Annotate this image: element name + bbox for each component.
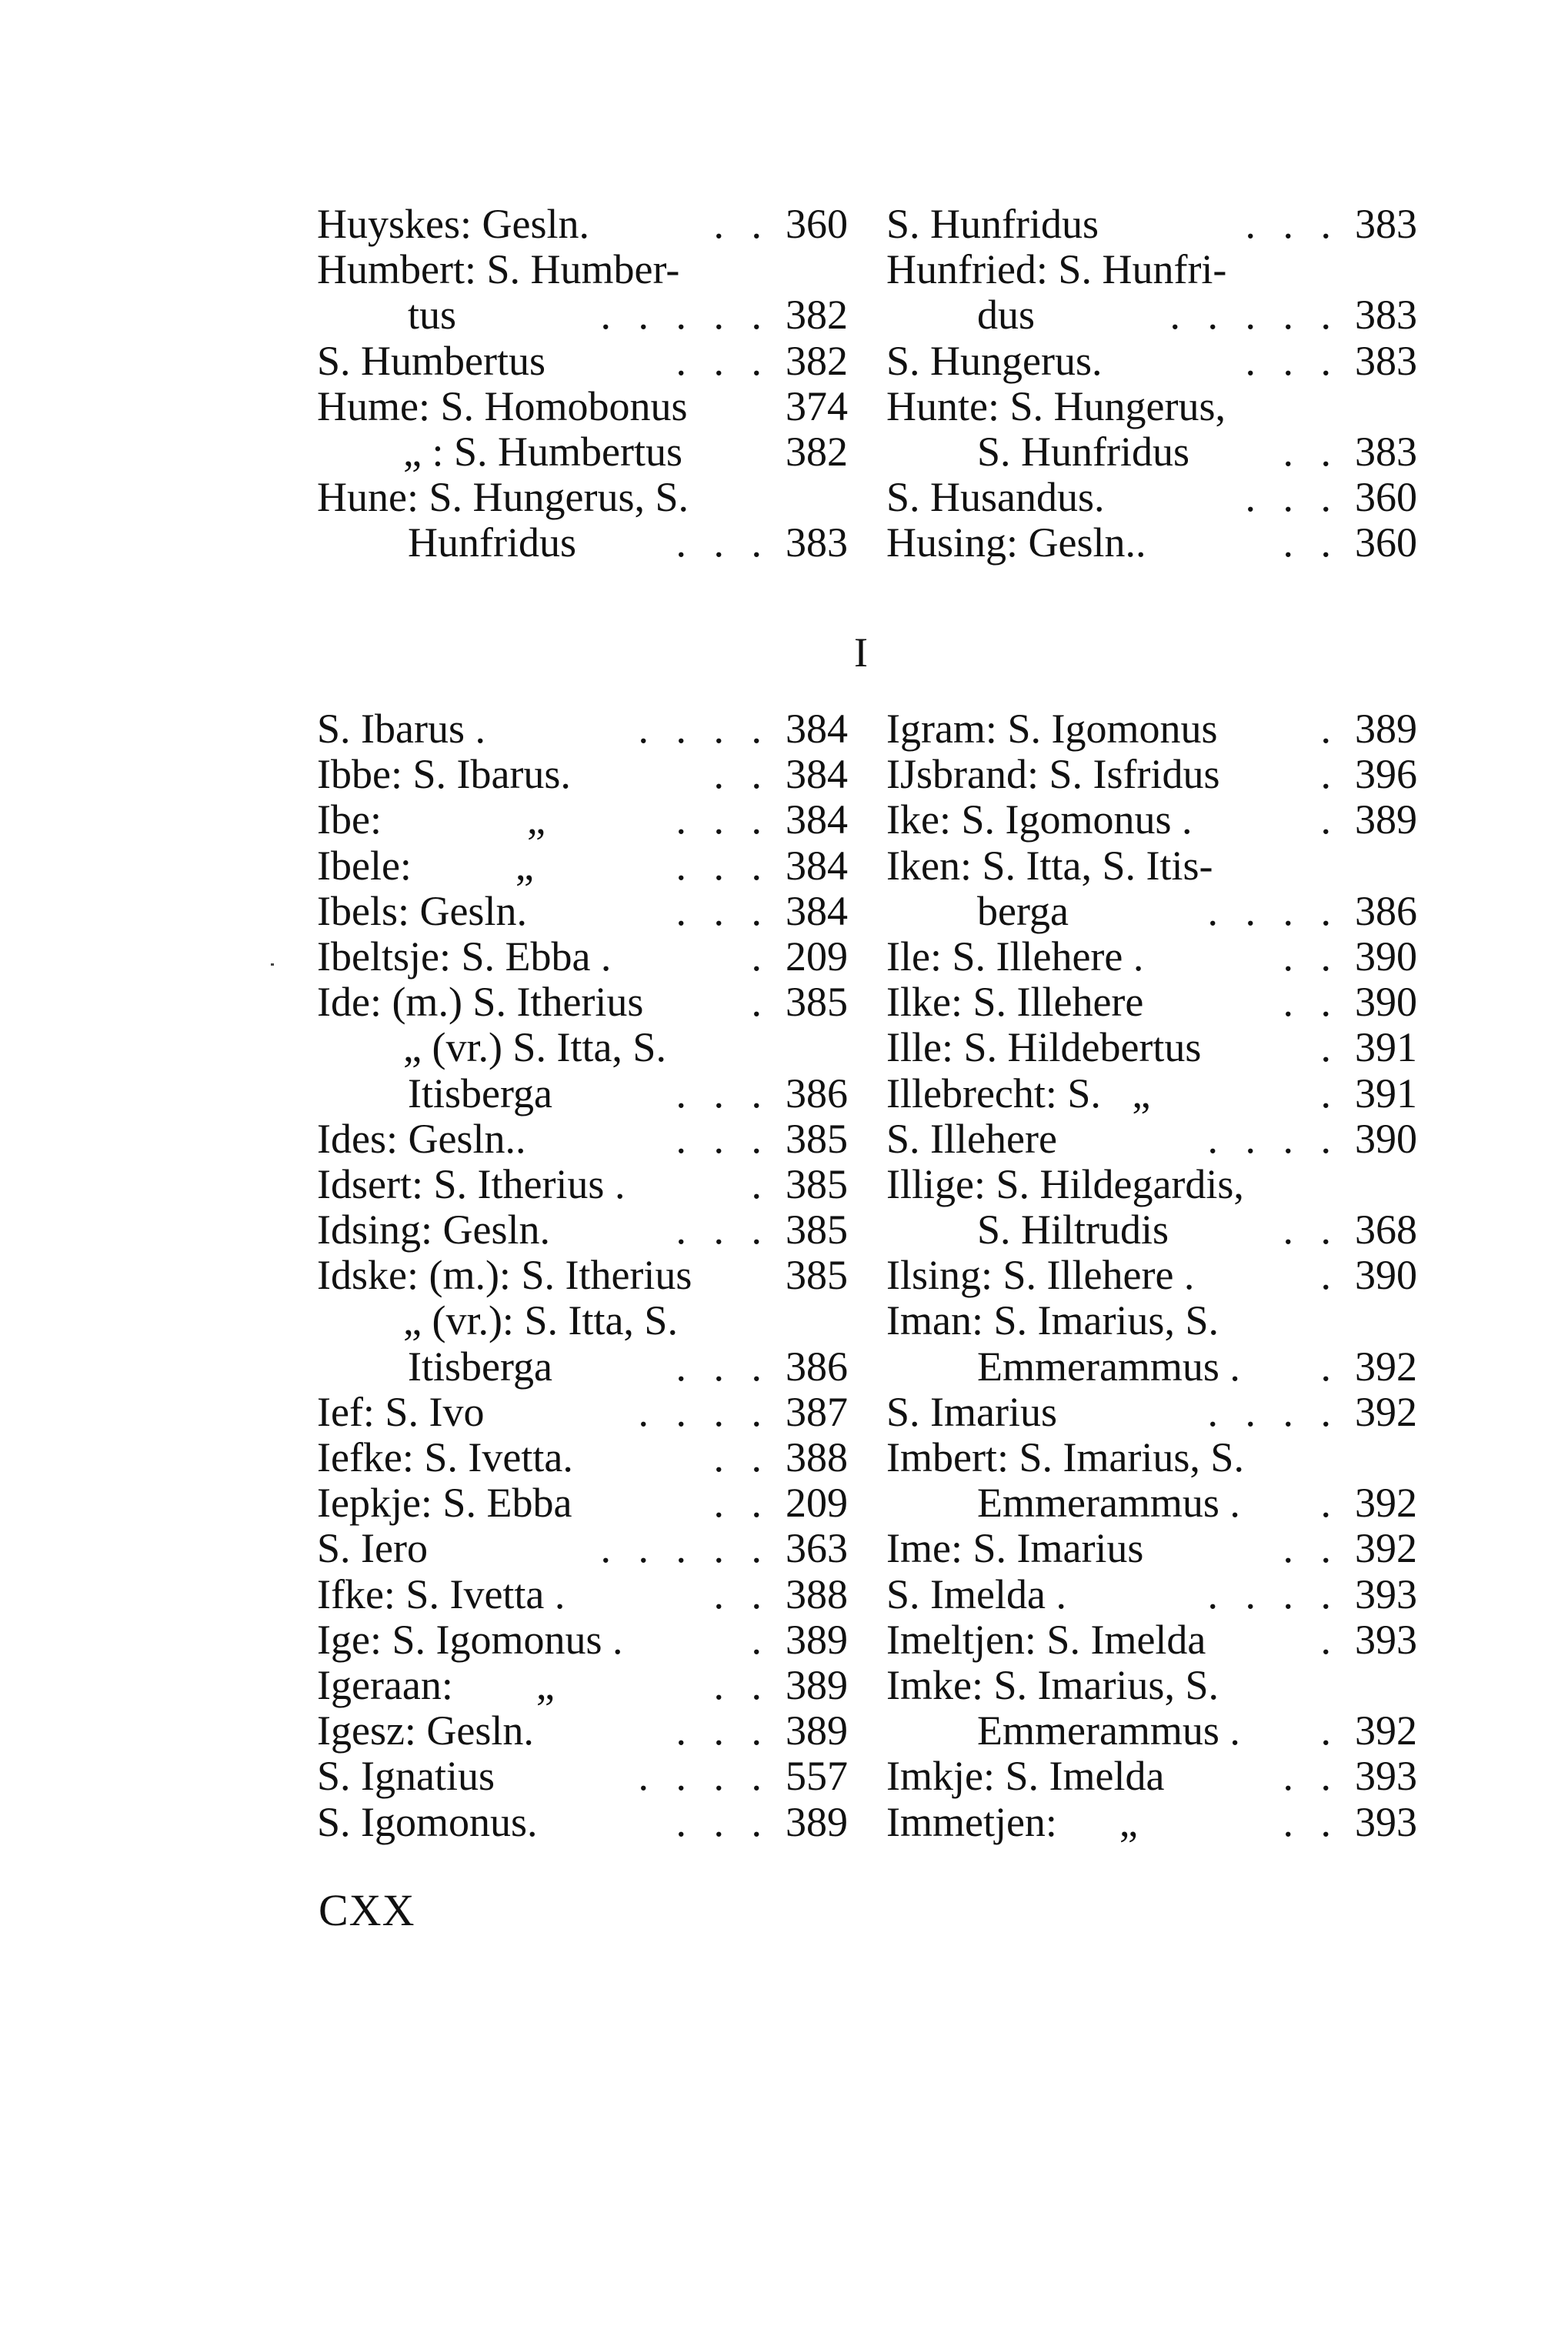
page-number: 557 xyxy=(786,1753,848,1800)
page-number: 363 xyxy=(786,1525,848,1572)
leader-dots: . . . . xyxy=(638,1753,762,1800)
entry-text: S. Humbertus xyxy=(317,337,545,384)
index-entry xyxy=(886,1116,1417,1162)
entry-text: Ibels: Gesln. xyxy=(317,887,527,934)
index-entry xyxy=(886,1344,1417,1390)
index-entry xyxy=(317,797,848,843)
page-number: 392 xyxy=(1355,1480,1417,1527)
page-number: 385 xyxy=(786,1115,848,1162)
page-number: 383 xyxy=(1355,201,1417,247)
leader-dots: . xyxy=(1320,751,1331,798)
entry-text: Ime: S. Imarius xyxy=(886,1525,1144,1572)
page-number: 389 xyxy=(786,1798,848,1845)
index-column-bottom-left xyxy=(317,706,848,1845)
entry-text: Emmerammus . xyxy=(977,1707,1240,1754)
leader-dots: . . . . xyxy=(1207,1570,1331,1617)
index-entry xyxy=(317,1298,848,1343)
entry-text: Iken: S. Itta, S. Itis- xyxy=(886,842,1213,889)
leader-dots: . . . xyxy=(676,337,762,384)
page-number: 382 xyxy=(786,337,848,384)
page-number: 387 xyxy=(786,1388,848,1435)
leader-dots: . . . xyxy=(676,1207,762,1253)
index-entry xyxy=(886,1663,1417,1708)
entry-text: Idsert: S. Itherius . xyxy=(317,1160,626,1207)
entry-text: Husing: Gesln.. xyxy=(886,519,1146,566)
entry-text: Ief: S. Ivo xyxy=(317,1388,485,1435)
leader-dots: . xyxy=(751,1616,762,1663)
entry-text: „ (vr.): S. Itta, S. xyxy=(403,1297,678,1344)
page-number: 393 xyxy=(1355,1570,1417,1617)
index-entry xyxy=(317,339,848,384)
index-entry xyxy=(317,247,848,292)
leader-dots: . . . xyxy=(676,1115,762,1162)
leader-dots: . . . . xyxy=(638,1388,762,1435)
leader-dots: . . xyxy=(1283,933,1331,980)
leader-dots: . . xyxy=(713,1480,762,1527)
leader-dots: . . . . xyxy=(1207,1388,1331,1435)
entry-text: S. Iero xyxy=(317,1525,428,1572)
index-entry xyxy=(317,1800,848,1845)
entry-text: S. Imelda . xyxy=(886,1570,1066,1617)
entry-text: Ibe: „ xyxy=(317,796,545,843)
entry-text: Huyskes: Gesln. xyxy=(317,201,589,247)
index-entry xyxy=(886,1708,1417,1754)
index-entry xyxy=(886,843,1417,889)
index-entry xyxy=(886,706,1417,752)
index-entry xyxy=(317,384,848,429)
index-entry xyxy=(886,292,1417,338)
index-entry xyxy=(317,1435,848,1480)
page-number: 389 xyxy=(786,1661,848,1708)
index-entry xyxy=(317,1071,848,1116)
index-entry xyxy=(886,1071,1417,1116)
entry-text: Idsing: Gesln. xyxy=(317,1207,550,1253)
leader-dots: . . . xyxy=(1245,201,1331,247)
leader-dots: . xyxy=(751,979,762,1026)
section-letter-heading xyxy=(0,629,1568,676)
leader-dots: . xyxy=(751,1160,762,1207)
index-entry xyxy=(317,1526,848,1571)
leader-dots: . xyxy=(1320,796,1331,843)
index-entry xyxy=(886,1390,1417,1435)
entry-text: Immetjen: „ xyxy=(886,1798,1138,1845)
index-entry xyxy=(886,1617,1417,1663)
index-entry xyxy=(317,475,848,520)
leader-dots: . xyxy=(751,933,762,980)
leader-dots: . . . . . xyxy=(600,1525,762,1572)
leader-dots: . . . xyxy=(676,1070,762,1116)
leader-dots: . xyxy=(1320,1616,1331,1663)
entry-text: Ike: S. Igomonus . xyxy=(886,796,1193,843)
entry-text: Ides: Gesln.. xyxy=(317,1115,526,1162)
entry-text: Hunfried: S. Hunfri- xyxy=(886,246,1227,293)
entry-text: Ide: (m.) S. Itherius xyxy=(317,979,644,1026)
index-entry xyxy=(886,1800,1417,1845)
index-entry xyxy=(886,1480,1417,1526)
entry-text: S. Husandus. xyxy=(886,474,1105,521)
entry-text: Hunte: S. Hungerus, xyxy=(886,382,1226,429)
page-number: 388 xyxy=(786,1570,848,1617)
index-entry xyxy=(317,1344,848,1390)
entry-text: Ibeltsje: S. Ebba . xyxy=(317,933,612,980)
page-number: 391 xyxy=(1355,1070,1417,1116)
entry-text: „ (vr.) S. Itta, S. xyxy=(403,1024,666,1071)
page-number: 388 xyxy=(786,1434,848,1480)
index-entry xyxy=(317,292,848,338)
page-number: 392 xyxy=(1355,1707,1417,1754)
index-entry xyxy=(886,247,1417,292)
index-entry xyxy=(317,1617,848,1663)
entry-text: Ige: S. Igomonus . xyxy=(317,1616,623,1663)
leader-dots: . . . xyxy=(1245,337,1331,384)
page-number: 386 xyxy=(786,1070,848,1116)
entry-text: S. Ignatius xyxy=(317,1753,495,1800)
page-number: 392 xyxy=(1355,1388,1417,1435)
page-number: 384 xyxy=(786,796,848,843)
index-entry xyxy=(317,1116,848,1162)
page-number: 386 xyxy=(1355,887,1417,934)
page-number: 385 xyxy=(786,1160,848,1207)
index-entry xyxy=(317,1253,848,1298)
index-entry xyxy=(317,752,848,797)
leader-dots: . . xyxy=(1283,1207,1331,1253)
index-entry xyxy=(886,1572,1417,1617)
section-letter: I xyxy=(854,629,868,676)
entry-text: Itisberga xyxy=(408,1070,552,1116)
entry-text: dus xyxy=(977,292,1036,339)
page-number: 383 xyxy=(1355,292,1417,339)
leader-dots: . xyxy=(1320,706,1331,752)
entry-text: Emmerammus . xyxy=(977,1480,1240,1527)
index-entry xyxy=(317,1390,848,1435)
index-entry xyxy=(886,429,1417,475)
entry-text: Ibbe: S. Ibarus. xyxy=(317,751,571,798)
leader-dots: . . xyxy=(1283,1525,1331,1572)
entry-text: Hume: S. Homobonus xyxy=(317,382,688,429)
index-entry xyxy=(317,934,848,980)
page-number: 382 xyxy=(786,292,848,339)
index-entry xyxy=(886,1526,1417,1571)
page-number: 374 xyxy=(786,382,848,429)
entry-text: Iman: S. Imarius, S. xyxy=(886,1297,1219,1344)
page-number: 360 xyxy=(1355,519,1417,566)
index-entry xyxy=(317,980,848,1025)
leader-dots: . . . xyxy=(1245,474,1331,521)
index-entry xyxy=(886,1025,1417,1070)
leader-dots: . . . . xyxy=(1207,1115,1331,1162)
page-number: 392 xyxy=(1355,1343,1417,1390)
index-entry xyxy=(317,1207,848,1253)
entry-text: S. Illehere xyxy=(886,1115,1057,1162)
index-entry xyxy=(317,1708,848,1754)
entry-text: Iepkje: S. Ebba xyxy=(317,1480,572,1527)
page-number: 384 xyxy=(786,842,848,889)
leader-dots: . xyxy=(1320,1024,1331,1071)
entry-text: S. Hunfridus xyxy=(977,428,1190,475)
page-number: 389 xyxy=(1355,796,1417,843)
page-number: 389 xyxy=(1355,706,1417,752)
leader-dots: . . xyxy=(1283,428,1331,475)
entry-text: Humbert: S. Humber- xyxy=(317,246,680,293)
page-number: 385 xyxy=(786,1207,848,1253)
index-entry xyxy=(317,429,848,475)
index-entry xyxy=(886,202,1417,247)
index-entry xyxy=(317,1754,848,1799)
index-column-bottom-right xyxy=(886,706,1417,1845)
leader-dots: . xyxy=(1320,1480,1331,1527)
leader-dots: . . . xyxy=(676,519,762,566)
entry-text: S. Hungerus. xyxy=(886,337,1103,384)
entry-text: Ibele: „ xyxy=(317,842,534,889)
entry-text: Ille: S. Hildebertus xyxy=(886,1024,1202,1071)
page-number: 390 xyxy=(1355,1252,1417,1299)
entry-text: Igesz: Gesln. xyxy=(317,1707,534,1754)
page-number: 389 xyxy=(786,1616,848,1663)
entry-text: tus xyxy=(408,292,457,339)
page-folio: CXX xyxy=(319,1885,415,1935)
entry-text: Illebrecht: S. „ xyxy=(886,1070,1151,1116)
leader-dots: . . xyxy=(713,201,762,247)
page-number: 393 xyxy=(1355,1798,1417,1845)
page-number: 385 xyxy=(786,1252,848,1299)
entry-text: berga xyxy=(977,887,1069,934)
entry-text: „ : S. Humbertus xyxy=(403,428,682,475)
index-entry xyxy=(317,1162,848,1207)
index-entry xyxy=(886,752,1417,797)
entry-text: Igeraan: „ xyxy=(317,1661,555,1708)
index-entry xyxy=(886,934,1417,980)
entry-text: Igram: S. Igomonus xyxy=(886,706,1218,752)
leader-dots: . . xyxy=(1283,979,1331,1026)
leader-dots: . xyxy=(1320,1707,1331,1754)
leader-dots: . . . xyxy=(676,796,762,843)
page-number: 368 xyxy=(1355,1207,1417,1253)
index-entry xyxy=(317,706,848,752)
leader-dots: . xyxy=(1320,1252,1331,1299)
entry-text: S. Imarius xyxy=(886,1388,1057,1435)
entry-text: Hune: S. Hungerus, S. xyxy=(317,474,689,521)
entry-text: Ile: S. Illehere . xyxy=(886,933,1144,980)
page-number: 384 xyxy=(786,706,848,752)
leader-dots: . . . xyxy=(676,842,762,889)
leader-dots: . . . . xyxy=(638,706,762,752)
leader-dots: . . . xyxy=(676,1343,762,1390)
index-entry xyxy=(317,1663,848,1708)
leader-dots: . . xyxy=(713,1434,762,1480)
entry-text: Illige: S. Hildegardis, xyxy=(886,1160,1244,1207)
index-entry xyxy=(317,843,848,889)
index-entry xyxy=(886,339,1417,384)
entry-text: S. Ibarus . xyxy=(317,706,485,752)
index-entry xyxy=(317,889,848,934)
index-column-top-right xyxy=(886,202,1417,566)
page-number: 396 xyxy=(1355,751,1417,798)
entry-text: Emmerammus . xyxy=(977,1343,1240,1390)
page-number: 384 xyxy=(786,751,848,798)
entry-text: Itisberga xyxy=(408,1343,552,1390)
entry-text: Idske: (m.): S. Itherius xyxy=(317,1252,692,1299)
page-number: 392 xyxy=(1355,1525,1417,1572)
entry-text: Hunfridus xyxy=(408,519,576,566)
index-entry xyxy=(886,1298,1417,1343)
entry-text: IJsbrand: S. Isfridus xyxy=(886,751,1220,798)
page-number: 382 xyxy=(786,428,848,475)
page-number: 360 xyxy=(786,201,848,247)
entry-text: Imkje: S. Imelda xyxy=(886,1753,1165,1800)
page-number: 390 xyxy=(1355,1115,1417,1162)
index-entry xyxy=(886,797,1417,843)
index-entry xyxy=(886,1435,1417,1480)
page-number: 391 xyxy=(1355,1024,1417,1071)
page-number: 393 xyxy=(1355,1753,1417,1800)
entry-text: S. Igomonus. xyxy=(317,1798,538,1845)
page-number: 383 xyxy=(1355,428,1417,475)
page-number: 384 xyxy=(786,887,848,934)
index-entry xyxy=(317,520,848,566)
leader-dots: . . xyxy=(713,1661,762,1708)
page-number: 385 xyxy=(786,979,848,1026)
leader-dots: . . . xyxy=(676,1798,762,1845)
index-entry xyxy=(886,889,1417,934)
leader-dots: . . . xyxy=(676,887,762,934)
index-entry xyxy=(317,1025,848,1070)
leader-dots: . . xyxy=(1283,1798,1331,1845)
index-entry xyxy=(886,1207,1417,1253)
leader-dots: . . xyxy=(713,1570,762,1617)
index-entry xyxy=(886,980,1417,1025)
leader-dots: . . . . . xyxy=(1169,292,1331,339)
leader-dots: . . . . xyxy=(1207,887,1331,934)
leader-dots: . xyxy=(1320,1343,1331,1390)
index-entry xyxy=(886,475,1417,520)
entry-text: Imeltjen: S. Imelda xyxy=(886,1616,1206,1663)
entry-text: S. Hiltrudis xyxy=(977,1207,1169,1253)
index-entry xyxy=(886,1162,1417,1207)
index-entry xyxy=(317,1480,848,1526)
leader-dots: . . xyxy=(1283,519,1331,566)
leader-dots: . . xyxy=(713,751,762,798)
leader-dots: . . . . . xyxy=(600,292,762,339)
page-number: 383 xyxy=(786,519,848,566)
page-number: 360 xyxy=(1355,474,1417,521)
entry-text: Imbert: S. Imarius, S. xyxy=(886,1434,1244,1480)
index-entry xyxy=(317,202,848,247)
leader-dots: . xyxy=(1320,1070,1331,1116)
leader-dots: . . xyxy=(1283,1753,1331,1800)
leader-dots: . . . xyxy=(676,1707,762,1754)
entry-text: Imke: S. Imarius, S. xyxy=(886,1661,1219,1708)
index-entry xyxy=(886,384,1417,429)
page-number: 209 xyxy=(786,1480,848,1527)
index-column-top-left xyxy=(317,202,848,566)
page-number: 383 xyxy=(1355,337,1417,384)
entry-text: S. Hunfridus xyxy=(886,201,1099,247)
entry-text: Ilke: S. Illehere xyxy=(886,979,1144,1026)
page-number: 393 xyxy=(1355,1616,1417,1663)
entry-text: Ifke: S. Ivetta . xyxy=(317,1570,565,1617)
index-entry xyxy=(886,1754,1417,1799)
page-number: 209 xyxy=(786,933,848,980)
index-entry xyxy=(886,520,1417,566)
page-number: 390 xyxy=(1355,979,1417,1026)
scan-speck xyxy=(271,963,274,966)
entry-text: Iefke: S. Ivetta. xyxy=(317,1434,573,1480)
page-number: 390 xyxy=(1355,933,1417,980)
page-number: 389 xyxy=(786,1707,848,1754)
index-entry xyxy=(317,1572,848,1617)
entry-text: Ilsing: S. Illehere . xyxy=(886,1252,1195,1299)
page-number: 386 xyxy=(786,1343,848,1390)
index-entry xyxy=(886,1253,1417,1298)
